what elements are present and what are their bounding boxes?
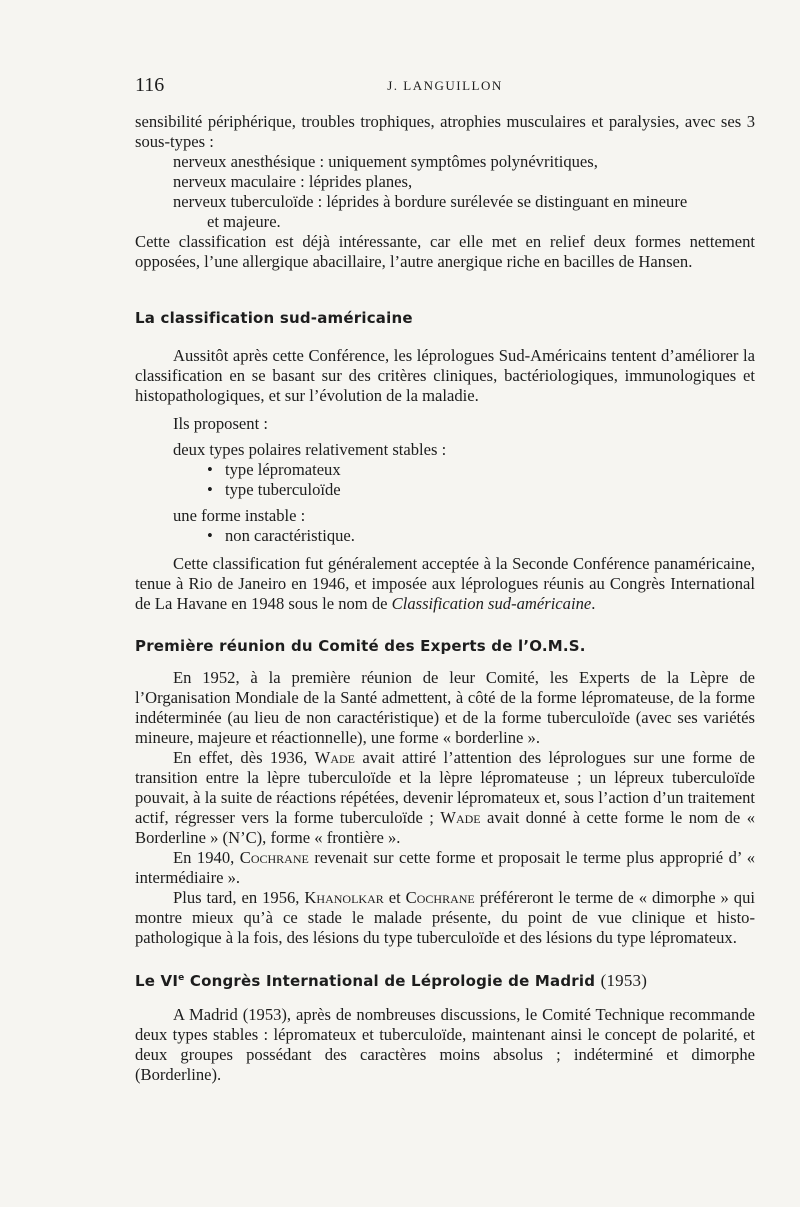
body-paragraph: En effet, dès 1936, Wade avait attiré l’attention des léprologues sur une forme de transition entre la lèpre tuberculoïde et la lèpre lépromateuse ; un lépreux tuberculoïde pouvait, à la suite de réactions répétées, devenir lépromateux et, sous l’action d’un traitement actif, régresser vers la forme tuberculoïde ; Wade avait donné à cette forme le nom de « Borderline » (N’C), forme « frontière ». bbox=[135, 748, 756, 847]
body-paragraph: Cette classification fut généralement acceptée à la Seconde Conférence panaméricaine, tenue à Rio de Janeiro en 1946, et imposée aux léprologues réunis au Congrès International de La Havane en 1948 sous le nom de Classification sud-américaine. bbox=[135, 554, 755, 613]
intro-paragraph: sensibilité périphérique, troubles trophiques, atrophies musculaires et paralysies, avec ses 3 sous-types : bbox=[135, 112, 755, 151]
body-paragraph: Plus tard, en 1956, Khanolkar et Cochrane préféreront le terme de « dimorphe » qui montre mieux qu’à ce stade le malade présente, du point de vue clinique et histo-pathologique à la fois, des lésions du type tuberculoïde et des lésions du type lépromateux. bbox=[135, 888, 755, 947]
bullet-icon: • bbox=[207, 526, 213, 545]
list-intro: deux types polaires relativement stables : bbox=[173, 440, 447, 459]
section-heading: La classification sud-américaine bbox=[135, 309, 413, 327]
subtype-item: nerveux anesthésique : uniquement symptômes polynévritiques, bbox=[173, 152, 598, 171]
bullet-item: • non caractéristique. bbox=[207, 526, 355, 545]
subtype-item-continuation: et majeure. bbox=[207, 212, 281, 231]
section-heading: Première réunion du Comité des Experts de l’O.M.S. bbox=[135, 637, 586, 655]
bullet-item: • type lépromateux bbox=[207, 460, 341, 479]
body-paragraph: En 1940, Cochrane revenait sur cette forme et proposait le terme plus approprié d’ « intermédiaire ». bbox=[135, 848, 755, 887]
page-number: 116 bbox=[135, 74, 165, 96]
list-intro: Ils proposent : bbox=[173, 414, 268, 433]
list-intro: une forme instable : bbox=[173, 506, 306, 525]
body-paragraph: A Madrid (1953), après de nombreuses discussions, le Comité Technique recommande deux types stables : lépromateux et tuberculoïde, maintenant ainsi le concept de polarité, et deux groupes possédant des caractères moins absolus ; indéterminé et dimorphe (Borderline). bbox=[135, 1005, 755, 1084]
body-paragraph: Aussitôt après cette Conférence, les léprologues Sud-Américains tentent d’améliorer la classification en se basant sur des critères cliniques, bactériologiques, immunologiques et histopathologiques, et sur l’évolution de la maladie. bbox=[135, 346, 755, 405]
running-head: J. LANGUILLON bbox=[387, 78, 503, 93]
section-heading: Le VIe Congrès International de Léprologie de Madrid (1953) bbox=[135, 971, 648, 990]
bullet-icon: • bbox=[207, 460, 213, 479]
bullet-item: • type tuberculoïde bbox=[207, 480, 341, 499]
body-paragraph: En 1952, à la première réunion de leur Comité, les Experts de la Lèpre de l’Organisation Mondiale de la Santé admettent, à côté de la forme lépromateuse, de la forme indéterminée (au lieu de non caractéristique) et de la forme tuberculoïde (avec ses variétés mineure, majeure et réactionnelle), une forme « borderline ». bbox=[135, 668, 755, 747]
bullet-icon: • bbox=[207, 480, 213, 499]
page-header bbox=[135, 74, 755, 100]
subtype-item: nerveux tuberculoïde : léprides à bordure surélevée se distinguant en mineure bbox=[173, 192, 688, 211]
intro-paragraph: Cette classification est déjà intéressante, car elle met en relief deux formes nettement opposées, l’une allergique abacillaire, l’autre anergique riche en bacilles de Hansen. bbox=[135, 232, 755, 271]
subtype-item: nerveux maculaire : léprides planes, bbox=[173, 172, 413, 191]
page-body bbox=[135, 112, 755, 1085]
